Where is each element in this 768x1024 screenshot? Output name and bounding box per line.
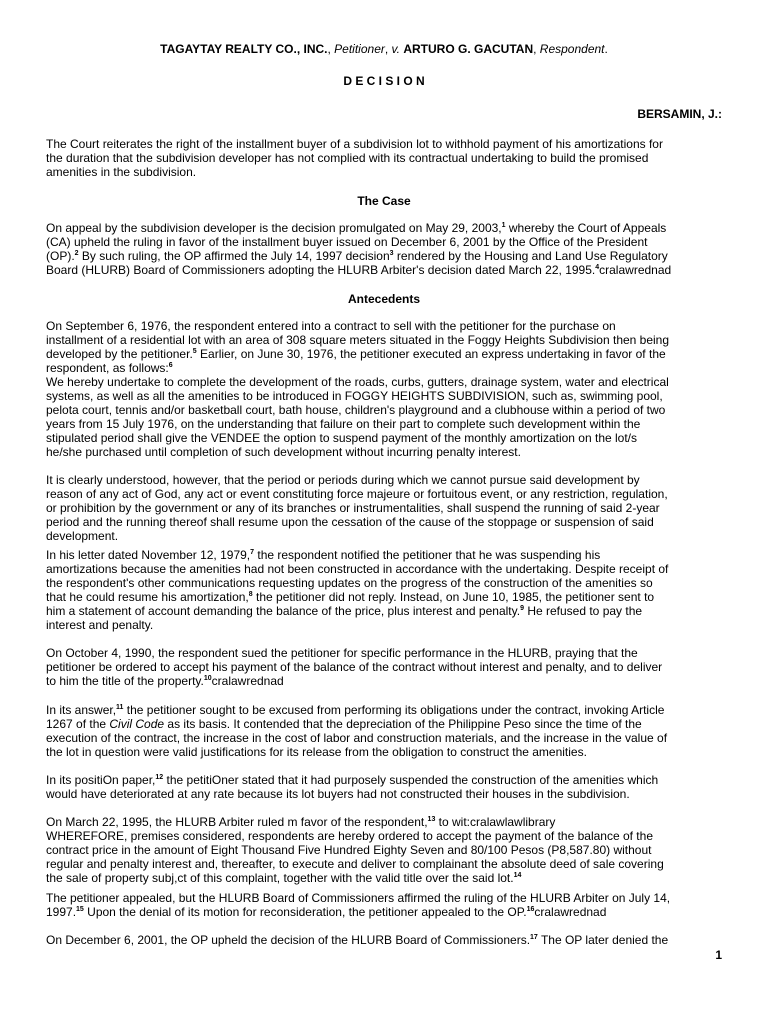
text-line: On March 22, 1995, the HLURB Arbiter ruled m favor of the respondent,$^{13}$ to wit:cralawlawlibrary — [46, 815, 556, 829]
text-line: reason of any act of God, any act or event constituting force majeure or fortuitous event, or any restriction, regulation, — [46, 487, 668, 501]
text-line: contract price in the amount of Eight Thousand Five Hundred Eighty Seven and 80/100 Pesos (P8,587.80) without — [46, 843, 652, 857]
text-line: would have deteriorated at any rate because its lot buyers had not constructed their houses in the subdivision. — [46, 787, 630, 801]
text-line: to him the title of the property.$^{10}$cralawrednad — [46, 674, 284, 688]
footnote-ref[interactable]: 16 — [526, 906, 535, 913]
decision-heading: D E C I S I O N — [343, 74, 425, 88]
text-line: On September 6, 1976, the respondent entered into a contract to sell with the petitioner for the purchase on — [46, 319, 616, 333]
text-line: On appeal by the subdivision developer is the decision promulgated on May 29, 2003,$^1$ whereby the Court of Appeals — [46, 221, 667, 235]
text-line: the duration that the subdivision developer has not complied with its contractual undertaking to build the promised — [46, 151, 649, 165]
text-line: The petitioner appealed, but the HLURB Board of Commissioners affirmed the ruling of the HLURB Arbiter on July 14, — [46, 891, 671, 905]
text-line: period and the running thereof shall resume upon the cessation of the cause of the stoppage or suspension of said — [46, 515, 654, 529]
section-heading-case: The Case — [357, 194, 411, 208]
versus: v. — [391, 42, 400, 56]
footnote-ref[interactable]: 4 — [595, 264, 600, 271]
footnote-ref[interactable]: 1 — [501, 222, 506, 229]
text-line: Board (HLURB) Board of Commissioners adopting the HLURB Arbiter's decision dated March 22, 1995.$^4$cralawrednad — [46, 263, 672, 277]
text-line: 1267 of the Civil Code as its basis. It contended that the depreciation of the Philippine Peso since the time of the — [46, 717, 642, 731]
text-line: amenities in the subdivision. — [46, 165, 197, 179]
text-line: the sale of property subj,ct of this complaint, together with the valid title over the said lot.$^{14}$ — [46, 871, 522, 885]
petitioner-role: Petitioner — [334, 42, 385, 56]
respondent-role: Respondent — [539, 42, 605, 56]
text-line: years from 15 July 1976, on the understanding that failure on their part to complete such development within the — [46, 417, 641, 431]
footnote-ref[interactable]: 10 — [203, 675, 212, 682]
respondent-name: ARTURO G. GACUTAN — [403, 42, 534, 56]
text-line: respondent, as follows:$^6$ — [46, 361, 173, 375]
footnote-ref[interactable]: 12 — [155, 774, 164, 781]
petitioner-name: TAGAYTAY REALTY CO., INC. — [160, 42, 328, 56]
footnote-ref[interactable]: 14 — [513, 872, 522, 879]
text-line: It is clearly understood, however, that the period or periods during which we cannot pursue said development by — [46, 473, 640, 487]
text-line: In its answer,$^{11}$ the petitioner sought to be excused from performing its obligations under the contract, invoking Article — [46, 703, 665, 717]
footnote-ref[interactable]: 2 — [74, 250, 79, 257]
ponente: BERSAMIN, J.: — [637, 107, 722, 121]
footnote-ref[interactable]: 15 — [76, 906, 84, 913]
case-caption: TAGAYTAY REALTY CO., INC., Petitioner, v. ARTURO G. GACUTAN, Respondent. — [160, 42, 608, 56]
text-line: We hereby undertake to complete the development of the roads, curbs, gutters, drainage system, water and electrical — [46, 375, 669, 389]
text-line: pelota court, tennis and/or basketball court, bath house, children's playground and a clubhouse within a period of two — [46, 403, 666, 417]
text-line: that he could resume his amortization,$^8$ the petitioner did not reply. Instead, on June 10, 1985, the petitioner sent to — [46, 590, 655, 604]
text-line: amortizations because the amenities had not been constructed in accordance with the undertaking. Despite receipt of — [46, 562, 669, 576]
text-line: him a statement of account demanding the balance of the price, plus interest and penalty.$^9$ He refused to pay the — [46, 604, 643, 618]
text-line: regular and penalty interest and, thereafter, to execute and deliver to complainant the absolute deed of sale covering — [46, 857, 664, 871]
footnote-ref[interactable]: 13 — [427, 816, 436, 823]
text-line: petitioner be ordered to accept his payment of the balance of the contract without interest and penalty, and to deliver — [46, 660, 663, 674]
footnote-ref[interactable]: 8 — [248, 591, 253, 598]
footnote-ref[interactable]: 17 — [530, 934, 538, 941]
text-line: In his letter dated November 12, 1979,$^7$ the respondent notified the petitioner that he was suspending his — [46, 548, 601, 562]
text-line: interest and penalty. — [46, 618, 154, 632]
footnote-ref[interactable]: 5 — [192, 348, 197, 355]
footnote-ref[interactable]: 7 — [250, 549, 255, 556]
footnote-ref[interactable]: 11 — [116, 704, 124, 711]
text-line: or prohibition by the government or any of its branches or instrumentalities, shall suspend the running of said 2-year — [46, 501, 660, 515]
text-line: the lot in question were valid justifications for its release from the obligation to construct the amenities. — [46, 745, 587, 759]
footnote-ref[interactable]: 6 — [168, 362, 173, 369]
text-line: WHEREFORE, premises considered, respondents are hereby ordered to accept the payment of the balance of the — [46, 829, 653, 843]
text-line: developed by the petitioner.$^5$ Earlier, on June 30, 1976, the petitioner executed an express undertaking in favor of the — [46, 347, 666, 361]
text-line: On December 6, 2001, the OP upheld the decision of the HLURB Board of Commissioners.$^{17}$ The OP later denied the — [46, 933, 669, 947]
section-heading-antecedents: Antecedents — [347, 292, 421, 306]
text-line: he/she purchased until completion of such development without incurring penalty interest. — [46, 445, 521, 459]
text-line: (OP).$^2$ By such ruling, the OP affirmed the July 14, 1997 decision$^3$ rendered by the Housing and Land Use Regulatory — [46, 249, 668, 263]
text-line: the respondent's other communications requesting updates on the progress of the construction of the amenities so — [46, 576, 653, 590]
text-line: On October 4, 1990, the respondent sued the petitioner for specific performance in the HLURB, praying that the — [46, 646, 638, 660]
text-line: installment of a residential lot with an area of 308 square meters situated in the Foggy Heights Subdivision then being — [46, 333, 670, 347]
page-number: 1 — [715, 948, 722, 962]
footnote-ref[interactable]: 3 — [389, 250, 394, 257]
text-line: 1997.15 Upon the denial of its motion for reconsideration, the petitioner appealed to the OP.$^{16}$cralawrednad — [46, 905, 607, 919]
text-line: In its positiOn paper,$^{12}$ the petitiOner stated that it had purposely suspended the construction of the amenities which — [46, 773, 659, 787]
text-line: systems, as well as all the amenities to be introduced in FOGGY HEIGHTS SUBDIVISION, such as, swimming pool, — [46, 389, 663, 403]
text-line: execution of the contract, the increase in the cost of labor and construction materials, and the increase in the value of — [46, 731, 668, 745]
text-line: development. — [46, 529, 119, 543]
footnote-ref[interactable]: 9 — [520, 605, 524, 612]
text-line: (CA) upheld the ruling in favor of the installment buyer issued on December 6, 2001 by the Office of the President — [46, 235, 648, 249]
text-line: The Court reiterates the right of the installment buyer of a subdivision lot to withhold payment of his amortizations for — [46, 137, 663, 151]
text-line: stipulated period shall give the VENDEE the option to suspend payment of the monthly amortization on the lot/s — [46, 431, 638, 445]
